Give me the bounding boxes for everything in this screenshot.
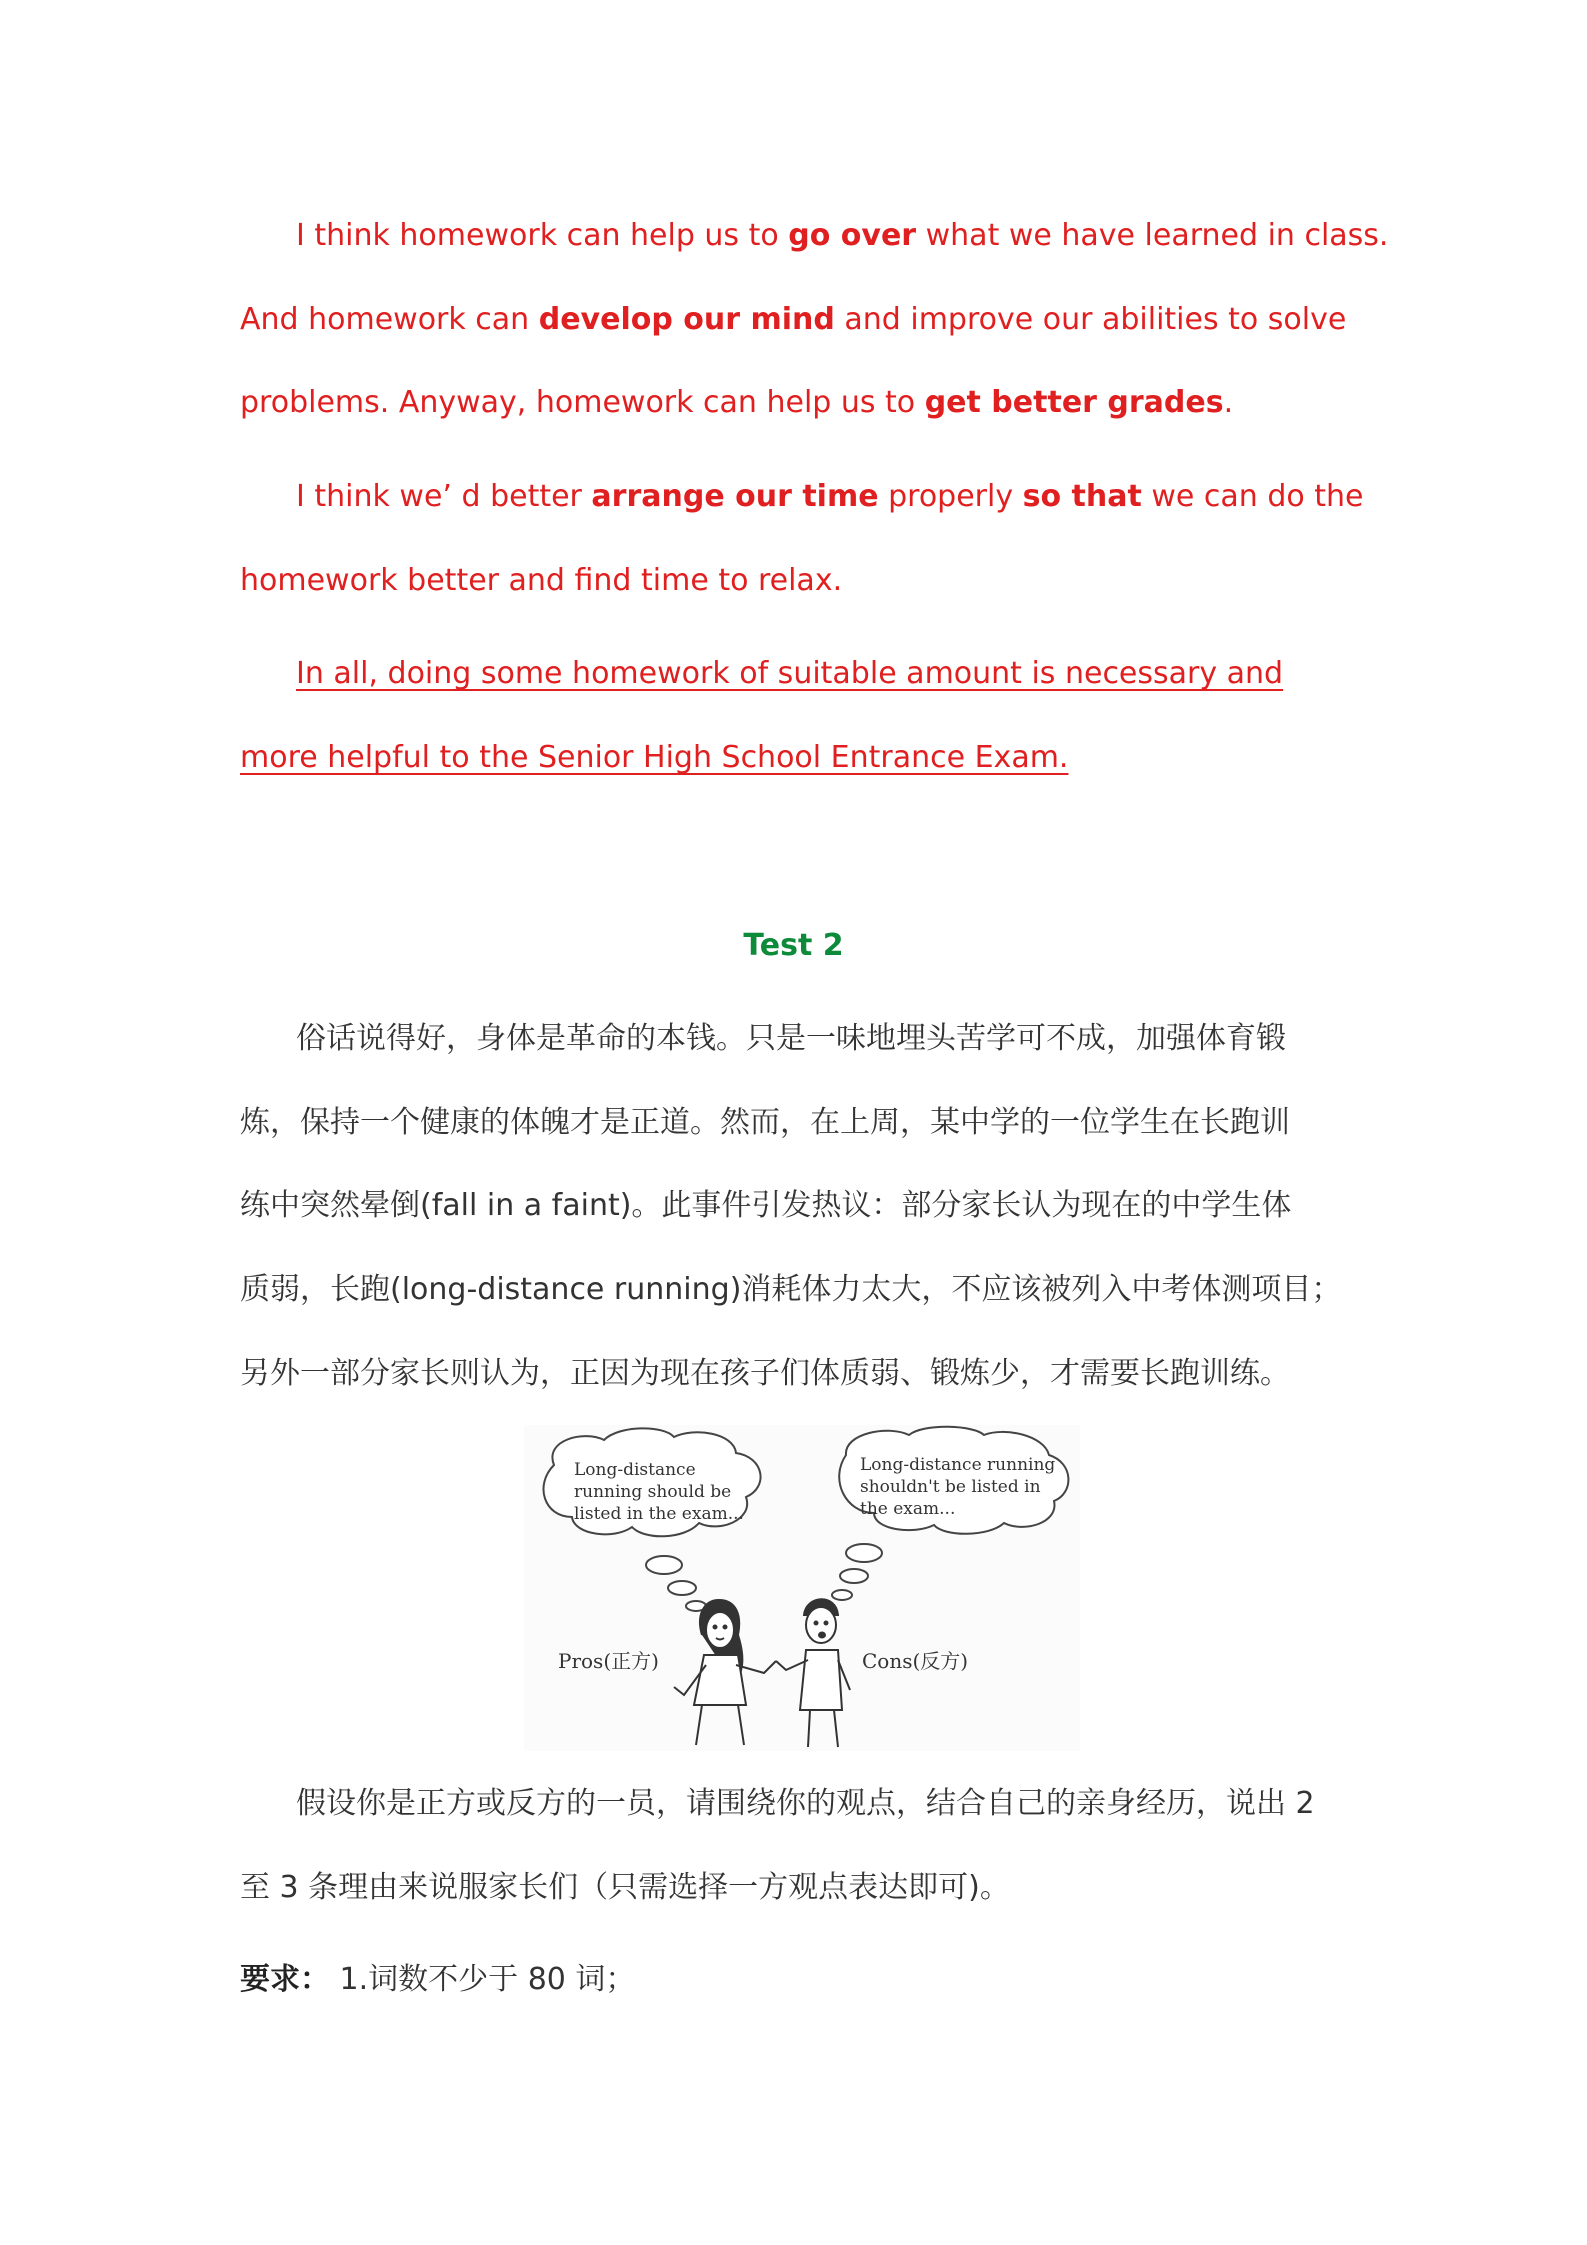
- text-run: and improve our abilities to solve: [834, 302, 1347, 337]
- left-bubble-line1: Long-distance: [574, 1460, 696, 1480]
- text-run: And homework can: [240, 302, 539, 337]
- text-run: I think we’ d better: [296, 479, 592, 514]
- essay-p1-line3: [240, 383, 1233, 423]
- requirement-label: 要求：: [240, 1962, 330, 1997]
- key-phrase: go over: [788, 218, 917, 253]
- key-phrase: so that: [1022, 479, 1142, 514]
- essay-p1-line1: [296, 216, 1388, 256]
- test2-title: Test 2: [743, 928, 844, 963]
- underlined-sentence: more helpful to the Senior High School Entrance Exam.: [240, 740, 1069, 775]
- left-bubble-line3: listed in the exam...: [574, 1504, 744, 1524]
- test2-intro-line5: 另外一部分家长则认为，正因为现在孩子们体质弱、锻炼少，才需要长跑训练。: [240, 1356, 1290, 1391]
- illustration-svg: [524, 1425, 1080, 1751]
- text-run: we can do the: [1141, 479, 1364, 514]
- debate-illustration: [524, 1425, 1080, 1751]
- text-run: what we have learned in class.: [916, 218, 1389, 253]
- cons-label: Cons(反方): [862, 1649, 969, 1673]
- essay-p3-line2: [240, 738, 1068, 778]
- right-bubble-line1: Long-distance running: [860, 1455, 1056, 1475]
- pros-label: Pros(正方): [558, 1649, 659, 1673]
- task-line1: 假设你是正方或反方的一员，请围绕你的观点，结合自己的亲身经历，说出 2: [296, 1786, 1315, 1821]
- text-run: I think homework can help us to: [296, 218, 789, 253]
- test2-intro-line1: 俗话说得好，身体是革命的本钱。只是一味地埋头苦学可不成，加强体育锻: [296, 1021, 1286, 1056]
- key-phrase: arrange our time: [591, 479, 879, 514]
- task-line2: 至 3 条理由来说服家长们（只需选择一方观点表达即可)。: [240, 1870, 1010, 1905]
- text-run: problems. Anyway, homework can help us to: [240, 385, 925, 420]
- test2-intro-line2: 炼，保持一个健康的体魄才是正道。然而，在上周，某中学的一位学生在长跑训: [240, 1105, 1290, 1140]
- essay-p2-line1: [296, 477, 1364, 517]
- text-run: properly: [878, 479, 1023, 514]
- test2-intro-line4: 质弱，长跑(long-distance running)消耗体力太大，不应该被列入中考体测项目；: [240, 1272, 1342, 1307]
- right-bubble-line2: shouldn't be listed in: [860, 1477, 1041, 1497]
- left-bubble-line2: running should be: [574, 1482, 732, 1502]
- key-phrase: get better grades: [924, 385, 1224, 420]
- essay-p1-line2: [240, 300, 1346, 340]
- requirements: [240, 1960, 635, 2000]
- test2-intro-line3: 练中突然晕倒(fall in a faint)。此事件引发热议：部分家长认为现在的中学生体: [240, 1188, 1292, 1223]
- text-run: .: [1223, 385, 1234, 420]
- right-bubble-line3: the exam...: [860, 1499, 956, 1519]
- key-phrase: develop our mind: [538, 302, 835, 337]
- essay-p3-line1: [296, 654, 1283, 694]
- requirement-item-1: 1.词数不少于 80 词；: [330, 1962, 636, 1997]
- underlined-sentence: In all, doing some homework of suitable amount is necessary and: [296, 656, 1284, 691]
- essay-p2-line2: homework better and find time to relax.: [240, 563, 843, 598]
